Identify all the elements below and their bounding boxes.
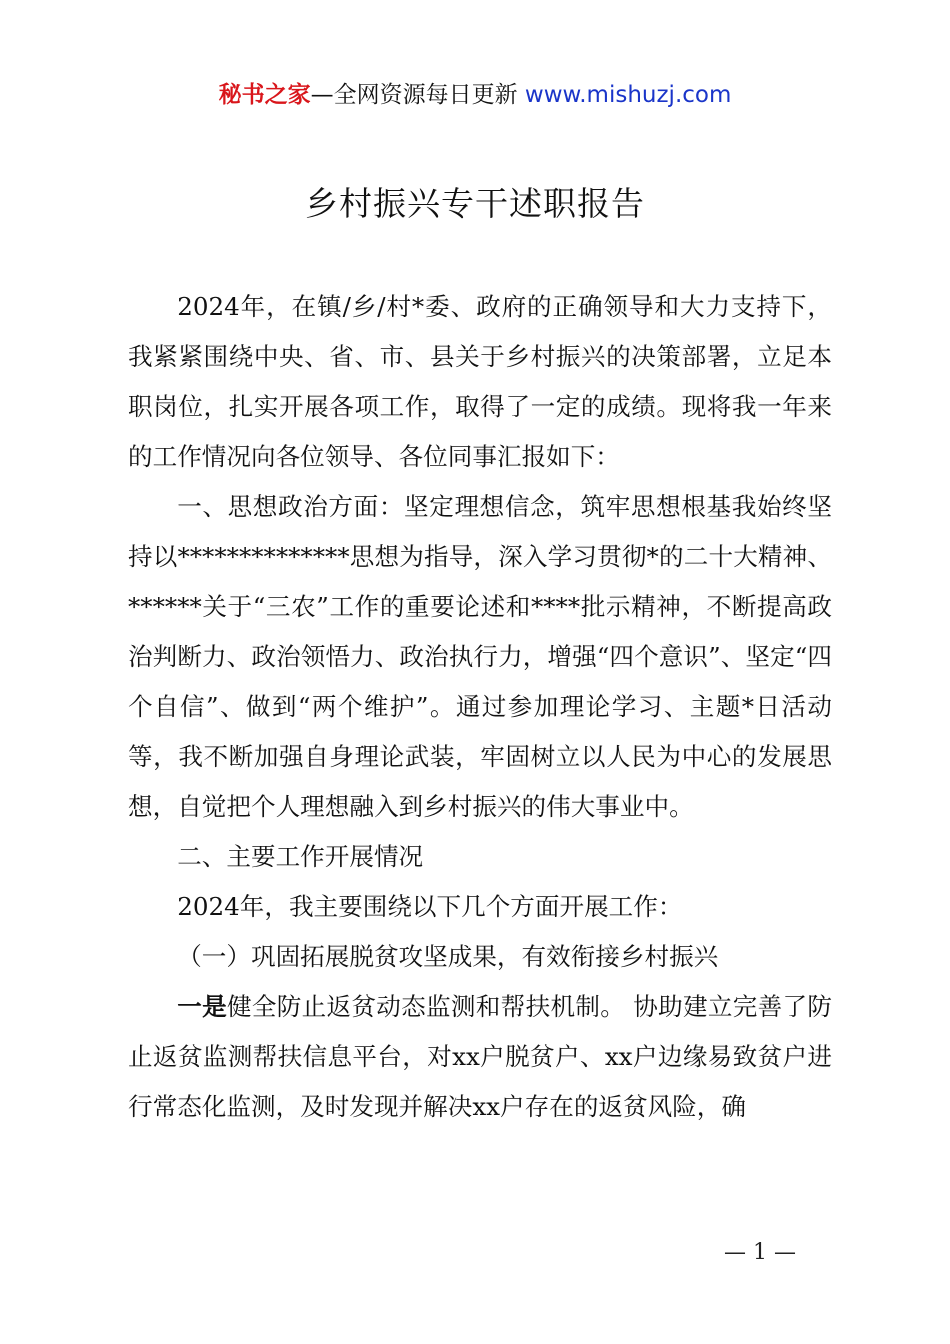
paragraph-political: 一、思想政治方面：坚定理想信念，筑牢思想根基我始终坚持以**************思想为指导，深入学习贯彻*的二十大精神、******关于“三农”工作的重要论述和****批示精神，不断提高政治判断力、政治领悟力、政治执行力，增强“四个意识”、坚定“四个自信”、做到“两个维护”。通过参加理论学习、主题*日活动等，我不断加强自身理论武装，牢固树立以人民为中心的发展思想，自觉把个人理想融入到乡村振兴的伟大事业中。 [128,492,832,821]
page-number: — 1 — [724,1240,796,1265]
document-title: 乡村振兴专干述职报告 [305,184,645,223]
site-header [0,80,950,110]
paragraph-intro: 2024年，在镇/乡/村*委、政府的正确领导和大力支持下，我紧紧围绕中央、省、市、县关于乡村振兴的决策部署，立足本职岗位，扎实开展各项工作，取得了一定的成绩。现将我一年来的工作情况向各位领导、各位同事汇报如下： [128,292,832,471]
paragraph-section-heading: 二、主要工作开展情况 [177,842,424,871]
paragraph-work-summary: 2024年，我主要围绕以下几个方面开展工作： [177,892,683,921]
header-url-link[interactable]: www.mishuzj.com [524,82,732,108]
bold-lead-text: 一是 [177,992,227,1021]
brand-name: 秘书之家 [218,82,311,108]
paragraph-monitoring-text: 健全防止返贫动态监测和帮扶机制。 协助建立完善了防止返贫监测帮扶信息平台，对xx户脱贫户、xx户边缘易致贫户进行常态化监测，及时发现并解决xx户存在的返贫风险，确 [128,992,832,1121]
paragraph-subsection-heading: （一）巩固拓展脱贫攻坚成果，有效衔接乡村振兴 [177,942,719,971]
paragraph-monitoring [128,982,832,1132]
header-tagline: —全网资源每日更新 [310,82,525,108]
document-body [128,282,832,1132]
